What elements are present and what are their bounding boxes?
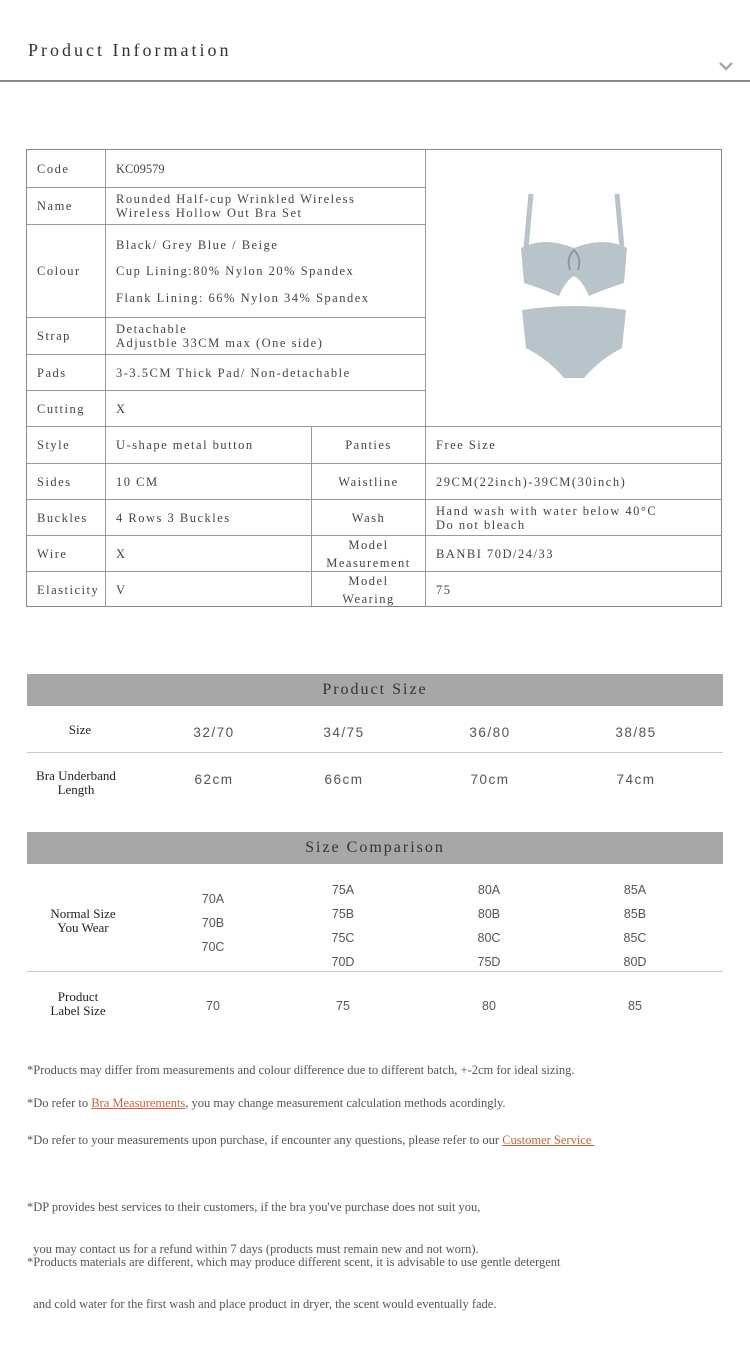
sides-value: 10 CM: [106, 464, 312, 500]
underband-cell: 74cm: [616, 772, 656, 787]
code-value: KC09579: [106, 150, 426, 188]
sides-label: Sides: [27, 464, 106, 500]
code-label: Code: [27, 150, 106, 188]
label-size-cell: 75: [336, 999, 350, 1013]
label-line: Model: [348, 573, 389, 588]
bra-set-illustration: [504, 188, 644, 388]
size-cell: 36/80: [469, 725, 511, 740]
strap-label: Strap: [27, 318, 106, 355]
underband-cell: 62cm: [194, 772, 234, 787]
underband-row-label: [20, 769, 132, 797]
style-value: U-shape metal button: [106, 427, 312, 464]
wire-value: X: [106, 536, 312, 572]
panties-value: Free Size: [426, 427, 722, 464]
cutting-value: X: [106, 391, 426, 427]
size-cell: 34/75: [323, 725, 365, 740]
label-line: Wearing: [342, 591, 395, 606]
bra-measurements-link[interactable]: Bra Measurements: [91, 1096, 186, 1110]
size-comparison-cell: 75B: [331, 907, 355, 921]
wash-label: Wash: [312, 500, 426, 536]
strap-value: [106, 318, 426, 355]
chevron-down-icon[interactable]: [716, 56, 736, 76]
size-comparison-cell: 70C: [201, 940, 225, 954]
size-comparison-cell: 80C: [477, 931, 501, 945]
note-customer-service: [27, 1133, 595, 1147]
label-line: Label Size: [50, 1003, 106, 1018]
colour-value: [106, 225, 426, 318]
note-measurements: [27, 1096, 506, 1110]
flank-lining-line: Flank Lining: 66% Nylon 34% Spandex: [116, 290, 370, 305]
model-wearing-value: 75: [436, 582, 452, 597]
wash-value: [426, 500, 722, 536]
waistline-label: Waistline: [312, 464, 426, 500]
note-text: *Do refer to your measurements upon purchase, if encounter any questions, please refer to our: [27, 1133, 503, 1147]
cutting-label: Cutting: [27, 391, 106, 427]
pads-label: Pads: [27, 355, 106, 391]
label-size-cell: 80: [482, 999, 496, 1013]
label-line: Length: [57, 782, 95, 797]
label-line: Normal Size: [50, 906, 116, 921]
size-comparison-cell: 70A: [201, 892, 225, 906]
underband-cell: 66cm: [324, 772, 364, 787]
size-comparison-cell: 80D: [623, 955, 647, 969]
size-comparison-cell: 80B: [477, 907, 501, 921]
note-line: and cold water for the first wash and place product in dryer, the scent would eventually fade.: [27, 1297, 497, 1311]
label-line: Measurement: [326, 555, 411, 570]
underband-cell: 70cm: [470, 772, 510, 787]
label-size-cell: 85: [628, 999, 642, 1013]
panties-label: Panties: [312, 427, 426, 464]
name-line: Rounded Half-cup Wrinkled Wireless: [116, 192, 356, 206]
cup-lining-line: Cup Lining:80% Nylon 20% Spandex: [116, 264, 355, 278]
label-line: Bra Underband: [36, 768, 116, 783]
size-comparison-header: Size Comparison: [27, 832, 723, 864]
model-measurement-label: [312, 536, 426, 572]
row-divider: [27, 971, 723, 972]
size-comparison-cell: 85C: [623, 931, 647, 945]
product-image: [426, 150, 721, 425]
note-line: *DP provides best services to their customers, if the bra you've purchase does not suit you,: [27, 1200, 481, 1214]
divider: [426, 426, 722, 427]
row-divider: [27, 752, 723, 753]
colour-line: Black/ Grey Blue / Beige: [116, 237, 279, 252]
model-measurement-value: BANBI 70D/24/33: [426, 536, 722, 572]
size-comparison-cell: 75D: [477, 955, 501, 969]
strap-line: Adjustble 33CM max (One side): [116, 336, 324, 350]
page-title: Product Information: [28, 40, 232, 60]
label-line: You Wear: [57, 920, 109, 935]
wash-line: Hand wash with water below 40°C: [436, 503, 658, 518]
name-line: Wireless Hollow Out Bra Set: [116, 206, 303, 220]
buckles-value: 4 Rows 3 Buckles: [106, 500, 312, 536]
wire-label: Wire: [27, 536, 106, 572]
note-text: , you may change measurement calculation methods acordingly.: [185, 1096, 506, 1110]
waistline-value: 29CM(22inch)-39CM(30inch): [426, 464, 722, 500]
size-row-label: Size: [68, 722, 92, 737]
size-comparison-cell: 70B: [201, 916, 225, 930]
size-cell: 38/85: [615, 725, 657, 740]
label-line: Model: [348, 537, 389, 552]
label-size-cell: 70: [206, 999, 220, 1013]
size-comparison-cell: 85B: [623, 907, 647, 921]
size-comparison-cell: 80A: [477, 883, 501, 897]
header-divider: [0, 80, 750, 82]
elasticity-label: Elasticity: [27, 572, 106, 607]
size-cell: 32/70: [193, 725, 235, 740]
size-comparison-cell: 70D: [331, 955, 355, 969]
wash-line: Do not bleach: [436, 517, 526, 532]
buckles-label: Buckles: [27, 500, 106, 536]
name-label: Name: [27, 188, 106, 225]
style-label: Style: [27, 427, 106, 464]
strap-line: Detachable: [116, 322, 188, 336]
note-line: *Products materials are different, which may produce different scent, it is advisable to use gentle detergent: [27, 1255, 561, 1269]
name-value: [106, 188, 426, 225]
product-size-header: Product Size: [27, 674, 723, 706]
normal-size-label: [30, 907, 136, 935]
note-text: *Do refer to: [27, 1096, 92, 1110]
note-scent: [27, 1227, 561, 1325]
pads-value: 3-3.5CM Thick Pad/ Non-detachable: [106, 355, 426, 391]
model-wearing-label: [312, 572, 426, 607]
note-line: you may contact us for a refund within 7 days (products must remain new and not worn).: [27, 1242, 479, 1256]
size-comparison-cell: 75A: [331, 883, 355, 897]
customer-service-link[interactable]: Customer Service: [502, 1133, 595, 1147]
label-line: Product: [57, 989, 99, 1004]
size-comparison-cell: 75C: [331, 931, 355, 945]
colour-label: Colour: [27, 225, 106, 318]
size-comparison-cell: 85A: [623, 883, 647, 897]
note-sizing: *Products may differ from measurements and colour difference due to different batch, +-2cm for ideal sizing.: [27, 1063, 575, 1077]
elasticity-value: V: [106, 572, 312, 607]
label-size-label: [28, 990, 128, 1018]
